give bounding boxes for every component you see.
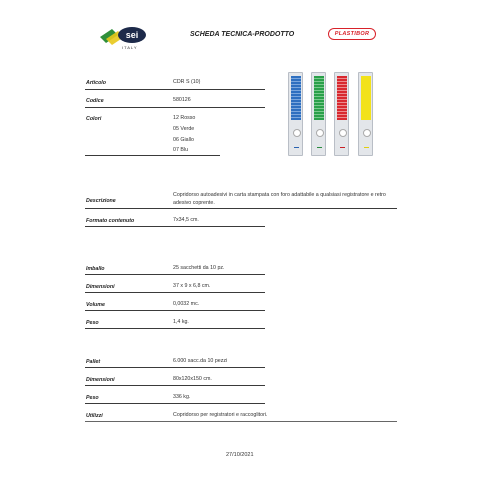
divider — [85, 421, 397, 422]
field-value-imballo: 25 sacchetti da 10 pz. — [173, 265, 225, 271]
stripe-band — [314, 76, 324, 120]
page-title: SCHEDA TECNICA-PRODOTTO — [190, 31, 295, 38]
divider — [85, 226, 265, 227]
divider — [85, 89, 265, 90]
field-value-dimensioni-pallet: 80x120x150 cm. — [173, 376, 212, 382]
field-value-descrizione-1: Copridorso autoadesivi in carta stampata con foro adattabile a qualsiasi registratore e retro — [173, 192, 386, 198]
sei-logo-icon — [98, 25, 148, 45]
divider — [85, 274, 265, 275]
divider — [85, 328, 265, 329]
field-label-peso: Peso — [86, 320, 99, 326]
brand-logo-text: PLASTIBOR — [334, 31, 370, 37]
spine-hole — [363, 129, 371, 137]
field-label-imballo: Imballo — [86, 266, 105, 272]
logo-subtitle: ITALY — [122, 45, 138, 50]
field-label-articolo: Articolo — [86, 80, 107, 86]
logo-text: sei — [125, 30, 139, 40]
color-tag — [294, 147, 299, 148]
brand-logo — [328, 28, 376, 40]
field-label-peso-pallet: Peso — [86, 395, 99, 401]
field-label-utilizzi: Utilizzi — [86, 413, 103, 419]
product-image-green — [311, 72, 326, 156]
company-logo — [98, 25, 148, 53]
field-value-descrizione-2: adesivo coprente. — [173, 200, 215, 206]
divider — [85, 292, 265, 293]
field-value-codice: 580126 — [173, 97, 191, 103]
field-label-descrizione: Descrizione — [86, 198, 116, 204]
product-image-blue — [288, 72, 303, 156]
color-tag — [317, 147, 322, 148]
divider — [85, 385, 265, 386]
field-value-peso-pallet: 336 kg. — [173, 394, 191, 400]
field-value-colore-2: 05 Verde — [173, 126, 195, 132]
field-value-formato: 7x34,5 cm. — [173, 217, 199, 223]
product-image-yellow — [358, 72, 373, 156]
divider — [85, 310, 265, 311]
field-value-colore-4: 07 Blu — [173, 147, 189, 153]
field-value-colore-3: 06 Giallo — [173, 137, 194, 143]
field-value-volume: 0,0032 mc. — [173, 301, 200, 307]
field-label-codice: Codice — [86, 98, 104, 104]
stripe-band — [361, 76, 371, 120]
color-tag — [340, 147, 345, 148]
field-value-utilizzi: Copridorso per registratori e raccoglitori. — [173, 412, 268, 418]
spine-hole — [293, 129, 301, 137]
field-label-dimensioni: Dimensioni — [86, 284, 115, 290]
color-tag — [364, 147, 369, 148]
field-value-articolo: CDR S (10) — [173, 79, 201, 85]
field-label-pallet: Pallet — [86, 359, 101, 365]
field-value-pallet: 6.000 sacc.da 10 pezzi — [173, 358, 228, 364]
divider — [85, 403, 265, 404]
spine-hole — [339, 129, 347, 137]
divider — [85, 367, 265, 368]
divider — [85, 155, 220, 156]
field-value-dimensioni: 37 x 9 x 6,8 cm. — [173, 283, 211, 289]
product-image-red — [334, 72, 349, 156]
field-label-colori: Colori — [86, 116, 102, 122]
field-label-dimensioni-pallet: Dimensioni — [86, 377, 115, 383]
stripe-band — [291, 76, 301, 120]
field-label-formato: Formato contenuto — [86, 218, 135, 224]
document-date: 27/10/2021 — [226, 452, 254, 458]
divider — [85, 107, 265, 108]
field-label-volume: Volume — [86, 302, 105, 308]
field-value-colore-1: 12 Rosso — [173, 115, 196, 121]
divider — [85, 208, 397, 209]
field-value-peso: 1,4 kg. — [173, 319, 189, 325]
stripe-band — [337, 76, 347, 120]
spine-hole — [316, 129, 324, 137]
